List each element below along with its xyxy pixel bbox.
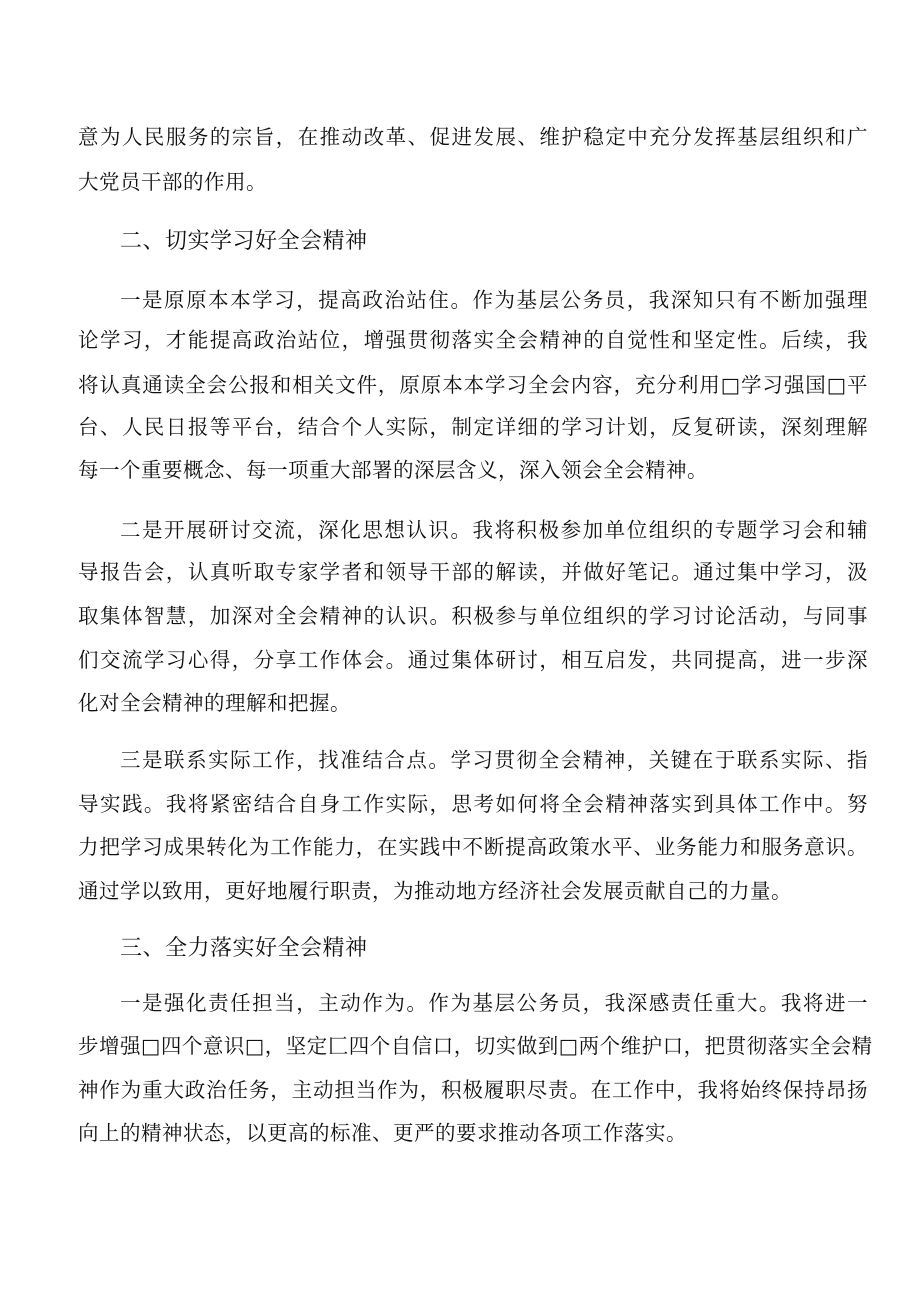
paragraph-line: 论学习，才能提高政治站位，增强贯彻落实全会精神的自觉性和坚定性。后续，我 xyxy=(78,328,868,352)
paragraph-line: 取集体智慧，加深对全会精神的认识。积极参与单位组织的学习讨论活动，与同事 xyxy=(78,604,868,628)
paragraph-line: 一是原原本本学习，提高政治站住。作为基层公务员，我深知只有不断加强理 xyxy=(120,288,868,312)
paragraph-line: 台、人民日报等平台，结合个人实际，制定详细的学习计划，反复研读，深刻理解 xyxy=(78,415,868,439)
paragraph-line: 三是联系实际工作，找准结合点。学习贯彻全会精神，关键在于联系实际、指 xyxy=(120,748,868,772)
paragraph-line: 导实践。我将紧密结合自身工作实际，思考如何将全会精神落实到具体工作中。努 xyxy=(78,792,868,816)
paragraph-line: 二是开展研讨交流，深化思想认识。我将积极参加单位组织的专题学习会和辅 xyxy=(120,518,868,542)
paragraph-line: 通过学以致用，更好地履行职责，为推动地方经济社会发展贡献自己的力量。 xyxy=(78,879,792,903)
paragraph-line: 步增强□四个意识□，坚定匚四个自信口，切实做到□两个维护口，把贯彻落实全会精 xyxy=(78,1034,873,1058)
paragraph-line: 化对全会精神的理解和把握。 xyxy=(78,691,351,715)
paragraph-line: 将认真通读全会公报和相关文件，原原本本学习全会内容，充分利用□学习强国□平 xyxy=(78,373,868,397)
paragraph-line: 神作为重大政治任务，主动担当作为，积极履职尽责。在工作中，我将始终保持昂扬 xyxy=(78,1078,868,1102)
paragraph-line: 导报告会，认真听取专家学者和领导干部的解读，并做好笔记。通过集中学习，汲 xyxy=(78,560,868,584)
paragraph-line: 一是强化责任担当，主动作为。作为基层公务员，我深感责任重大。我将进一 xyxy=(120,991,868,1015)
section-heading-2: 二、切实学习好全会精神 xyxy=(120,229,368,254)
paragraph-line: 向上的精神状态，以更高的标准、更严的要求推动各项工作落实。 xyxy=(78,1121,687,1145)
section-heading-3: 三、全力落实好全会精神 xyxy=(120,936,368,961)
intro-line-2: 大党员干部的作用。 xyxy=(78,170,267,194)
paragraph-line: 每一个重要概念、每一项重大部署的深层含义，深入领会全会精神。 xyxy=(78,458,708,482)
intro-line-1: 意为人民服务的宗旨，在推动改革、促进发展、维护稳定中充分发挥基层组织和广 xyxy=(78,125,868,149)
paragraph-line: 们交流学习心得，分享工作体会。通过集体研讨，相互启发，共同提高，进一步深 xyxy=(78,648,868,672)
paragraph-line: 力把学习成果转化为工作能力，在实践中不断提高政策水平、业务能力和服务意识。 xyxy=(78,835,868,859)
